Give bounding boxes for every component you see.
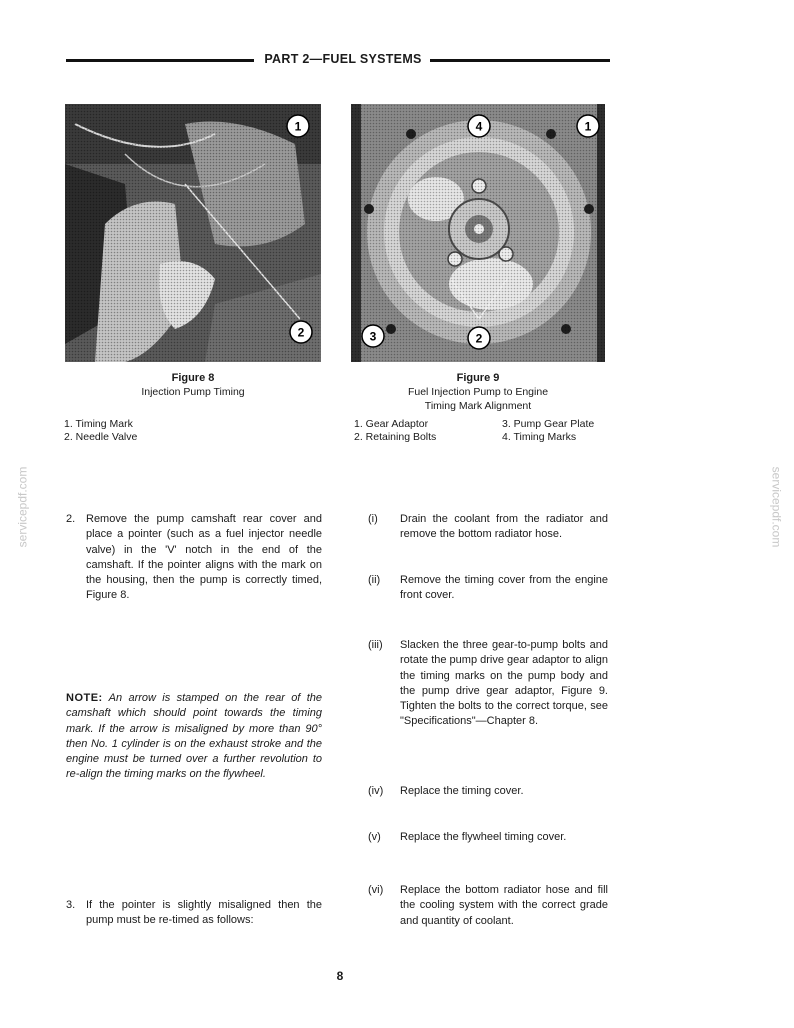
callout-4-marker [468,115,490,137]
header-rule-right [430,59,610,62]
svg-text:2: 2 [475,331,483,346]
legend-item: 2. Retaining Bolts [354,431,437,443]
callout-2-marker [290,321,312,343]
procedure-item-iv [368,784,608,799]
watermark-left: servicepdf.com [15,466,30,548]
svg-text:1: 1 [584,119,592,134]
item-text: Replace the bottom radiator hose and fill the cooling system with the correct grade and quantity of coolant. [400,884,608,927]
section-title: PART 2—FUEL SYSTEMS [264,52,422,66]
legend-item: 2. Needle Valve [64,431,138,443]
item-text: Replace the flywheel timing cover. [400,831,567,843]
note-label: NOTE: [66,692,103,704]
svg-text:4: 4 [475,119,483,134]
figure-8-title: Injection Pump Timing [141,386,245,398]
figure-9-caption [351,371,605,413]
item-number: (ii) [368,574,381,586]
figure-8-number: Figure 8 [171,372,215,384]
procedure-item-iii [368,638,608,730]
step-3 [66,898,322,929]
callout-3-marker [362,325,384,347]
item-text: Replace the timing cover. [400,785,524,797]
note [66,691,322,783]
step-2 [66,512,322,604]
note-text: An arrow is stamped on the rear of the camshaft which should point towards the timing mark. If the arrow is misaligned by more than 90° then No. 1 cylinder is on the exhaust stroke and the engine must be turned over a further revolution to re-align the timing marks on the flywheel. [66,692,322,781]
step-number: 3. [66,899,76,911]
svg-text:3: 3 [369,329,377,344]
step-number: 2. [66,513,76,525]
step-text: If the pointer is slightly misaligned then the pump must be re-timed as follows: [86,899,322,927]
item-text: Remove the timing cover from the engine front cover. [400,574,608,602]
item-text: Drain the coolant from the radiator and remove the bottom radiator hose. [400,513,608,541]
svg-text:2: 2 [297,325,305,340]
item-number: (iv) [368,785,384,797]
item-number: (i) [368,513,378,525]
item-number: (v) [368,831,381,843]
item-number: (vi) [368,884,384,896]
legend-item: 1. Gear Adaptor [354,418,429,430]
svg-text:1: 1 [294,119,302,134]
header-rule-left [66,59,254,62]
legend-item: 4. Timing Marks [502,431,577,443]
item-text: Slacken the three gear-to-pump bolts and rotate the pump drive gear adaptor to align the timing marks on the pump body and the pump drive gear adaptor, Figure 9. Tighten the bolts to the correct torque, see "Specifications"—Chapter 8. [400,639,608,728]
watermark-right: servicepdf.com [769,466,784,548]
procedure-item-v [368,830,608,845]
figure-9-photo [351,104,605,362]
figure-8-caption [65,371,321,399]
procedure-item-vi [368,883,608,929]
procedure-item-i [368,512,608,543]
figure-8-photo [65,104,321,362]
callout-1-marker [577,115,599,137]
legend-item: 1. Timing Mark [64,418,133,430]
figure-8-legend [64,418,137,444]
procedure-item-ii [368,573,608,604]
step-text: Remove the pump camshaft rear cover and place a pointer (such as a fuel injector needle valve) in the 'V' notch in the end of the camshaft. If the pointer aligns with the mark on the housing, then the pump is correctly timed, Figure 8. [86,513,322,602]
figure-9-title-line-2: Timing Mark Alignment [424,400,532,412]
legend-item: 3. Pump Gear Plate [502,418,595,430]
figure-9-number: Figure 9 [456,372,500,384]
page-number: 8 [336,969,344,983]
callout-1-marker [287,115,309,137]
callout-2-marker [468,327,490,349]
figure-9-title-line-1: Fuel Injection Pump to Engine [407,386,549,398]
page-header [66,52,610,68]
item-number: (iii) [368,639,383,651]
